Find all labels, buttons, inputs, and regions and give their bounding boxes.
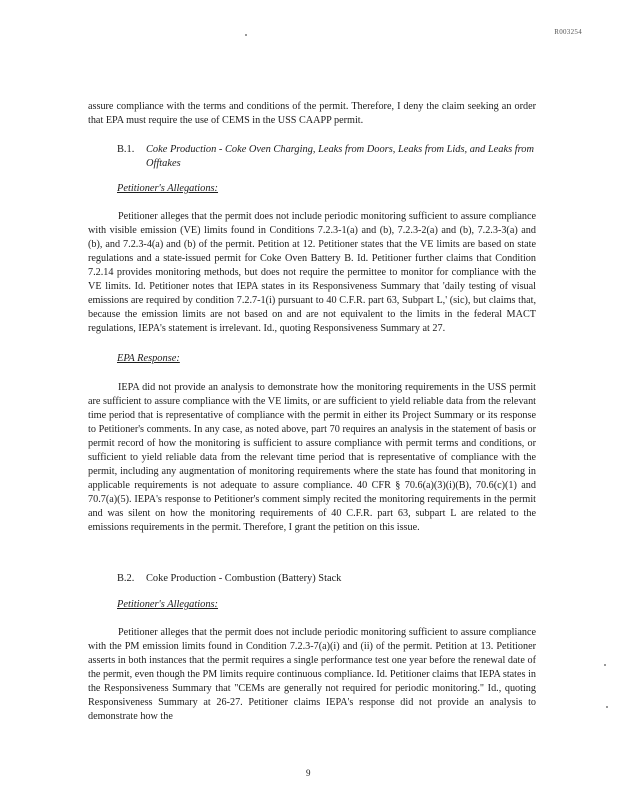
scan-speck (604, 664, 606, 666)
scan-speck (606, 706, 608, 708)
section-b1-petitioner-heading: Petitioner's Allegations: (117, 183, 219, 194)
page-number: 9 (306, 768, 311, 778)
section-b1-epa-heading: EPA Response: (117, 353, 180, 364)
document-id: R003254 (554, 28, 582, 36)
section-b2-petitioner-text: Petitioner alleges that the permit does not include periodic monitoring sufficient to assure compliance with the PM emission limits found in Condition 7.2.3-7(a)(i) and (ii) of the permit. Petition at 13. Petitioner asserts in both instances that the permit requires a single performance test one year before the renewal date of the permit, even though the PM limits require continuous compliance. Id. Petitioner claims that IEPA states in the Responsiveness Summary that "CEMs are generally not required for periodic monitoring." Id., quoting Responsiveness Summary at 26-27. Petitioner claims IEPA's response did not provide an analysis to demonstrate how the (88, 627, 536, 722)
section-b1-title: Coke Production - Coke Oven Charging, Leaks from Doors, Leaks from Lids, and Leaks from Offtakes (146, 144, 534, 169)
section-b1-petitioner-text: Petitioner alleges that the permit does not include periodic monitoring sufficient to assure compliance with visible emission (VE) limits found in Conditions 7.2.3-1(a) and (b), 7.2.3-2(a) and (b), 7.2.3-3(a) and (b), and 7.2.3-4(a) and (b) of the permit. Petition at 12. Petitioner states that the VE limits are based on state regulations and a state-issued permit for Coke Oven Battery B. Id. Petitioner further claims that Condition 7.2.14 provides monitoring methods, but does not require the permittee to monitor for compliance with the VE limits. Id. Petitioner notes that IEPA states in its Responsiveness Summary that 'daily testing of visual emissions are required by condition 7.2.7-1(i) pursuant to 40 C.F.R. part 63, Subpart L,' (sic), but claims that, because the emission limits are not based on and are not equivalent to the limits in the federal MACT regulations, IEPA's statement is irrelevant. Id., quoting Responsiveness Summary at 27. (88, 211, 536, 334)
section-b1-epa-text: IEPA did not provide an analysis to demonstrate how the monitoring requirements in the USS permit are sufficient to assure compliance with the VE limits, or are sufficient to yield reliable data from the relevant time period that is representative of compliance with the permit in either its Project Summary or its response to Petitioner's comments. In any case, as noted above, part 70 requires an analysis in the statement of basis or permit record of how the monitoring is sufficient to assure compliance with permit terms and conditions, or sufficient to yield reliable data from the relevant time period that is representative of compliance with the permit, including any augmentation of monitoring requirements where the state has found that monitoring in applicable requirements is not adequate to assure compliance. 40 CFR § 70.6(a)(3)(i)(B), 70.6(c)(1) and 70.7(a)(5). IEPA's response to Petitioner's comment simply recited the monitoring requirements in the permit and was silent on how the monitoring requirements of 40 C.F.R. part 63, subpart L are related to the emissions requirements in the permit. Therefore, I grant the petition on this issue. (88, 382, 536, 533)
intro-paragraph: assure compliance with the terms and conditions of the permit. Therefore, I deny the claim seeking an order that EPA must require the use of CEMS in the USS CAAPP permit. (88, 101, 536, 126)
section-b2-number: B.2. (117, 573, 135, 584)
scan-speck (245, 34, 247, 36)
section-b2-title: Coke Production - Combustion (Battery) Stack (146, 573, 342, 584)
section-b2-petitioner-heading: Petitioner's Allegations: (117, 599, 219, 610)
section-b1-number: B.1. (117, 144, 135, 155)
